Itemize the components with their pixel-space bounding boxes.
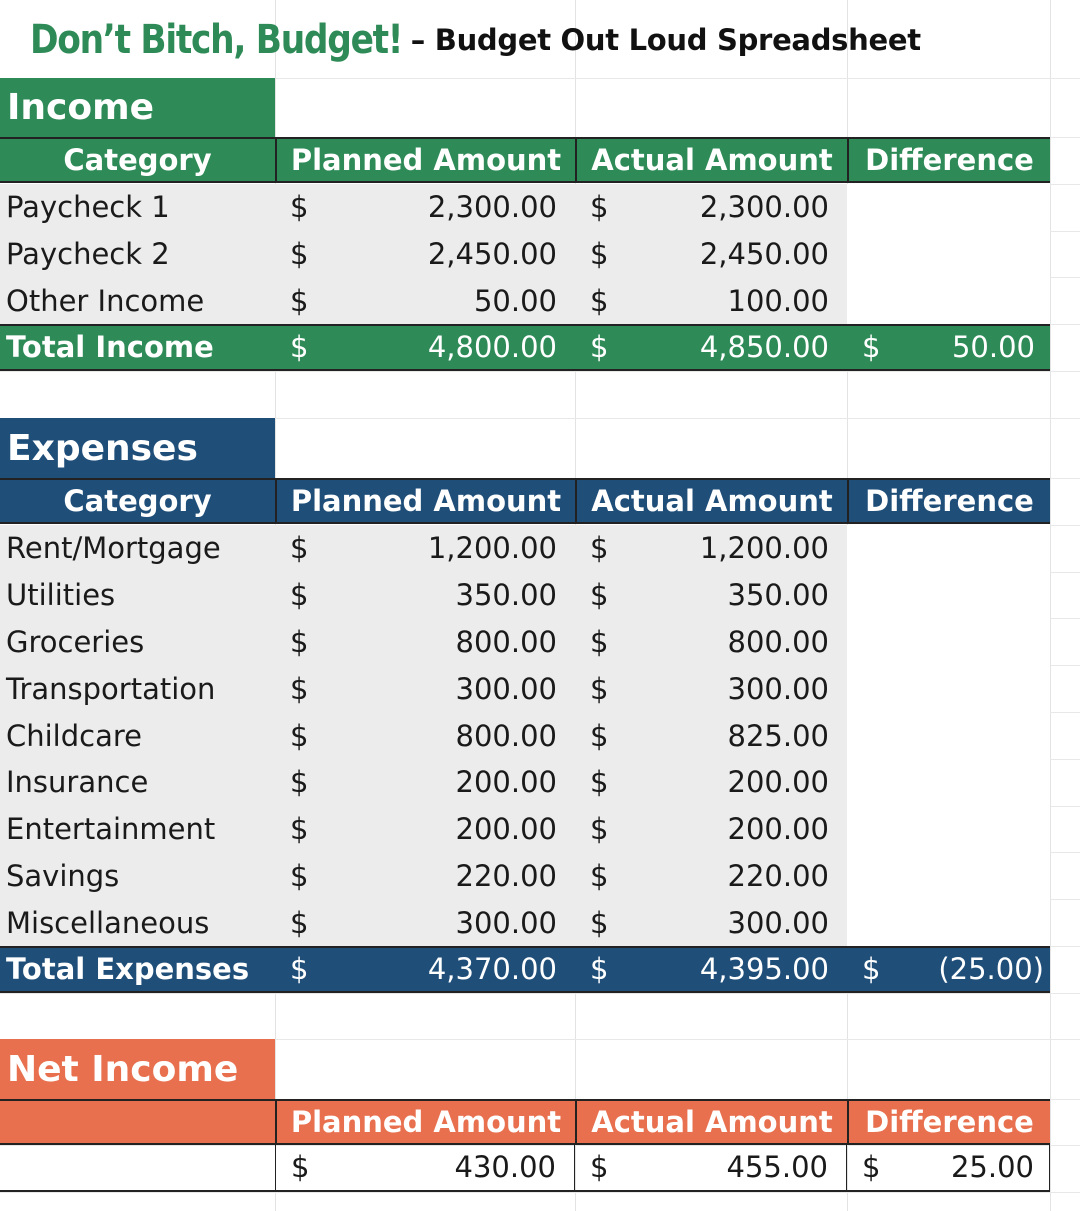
income-row[interactable]	[0, 184, 1050, 231]
actual-amount-cell[interactable]: $ 350.00	[575, 572, 847, 619]
difference-cell[interactable]	[847, 759, 1050, 806]
category-cell[interactable]: Paycheck 1	[0, 184, 275, 231]
actual-amount-cell[interactable]: $ 100.00	[575, 278, 847, 325]
column-header-difference: Difference	[847, 480, 1050, 522]
column-header-blank	[0, 1101, 275, 1143]
planned-amount-cell[interactable]: $ 220.00	[275, 853, 575, 900]
expense-row[interactable]	[0, 712, 1050, 759]
column-header-category: Category	[63, 143, 212, 177]
column-header-planned: Planned Amount	[275, 1101, 575, 1143]
column-header-actual: Actual Amount	[575, 480, 847, 522]
total-expenses-actual[interactable]: $ 4,395.00	[590, 952, 829, 987]
expense-row[interactable]	[0, 572, 1050, 619]
planned-amount-cell[interactable]: $ 200.00	[275, 759, 575, 806]
category-cell[interactable]: Utilities	[0, 572, 275, 619]
difference-cell[interactable]	[847, 806, 1050, 853]
net-income-difference[interactable]: $ 25.00	[847, 1145, 1050, 1190]
difference-cell[interactable]	[847, 231, 1050, 278]
income-row[interactable]	[0, 231, 1050, 278]
column-header-difference: Difference	[847, 1101, 1050, 1143]
expenses-header-row	[0, 478, 1050, 524]
category-cell[interactable]: Entertainment	[0, 806, 275, 853]
expenses-total-row[interactable]	[0, 946, 1050, 993]
total-expenses-label[interactable]: Total Expenses	[6, 952, 250, 987]
actual-amount-cell[interactable]: $ 800.00	[575, 619, 847, 666]
column-header-actual: Actual Amount	[575, 1101, 847, 1143]
category-cell[interactable]: Rent/Mortgage	[0, 525, 275, 572]
expense-row[interactable]	[0, 525, 1050, 572]
expenses-section-title: Expenses	[0, 418, 275, 478]
planned-amount-cell[interactable]: $ 200.00	[275, 806, 575, 853]
difference-cell[interactable]	[847, 572, 1050, 619]
expense-row[interactable]	[0, 619, 1050, 666]
sheet-subtitle: – Budget Out Loud Spreadsheet	[410, 23, 921, 57]
planned-amount-cell[interactable]: $ 2,450.00	[275, 231, 575, 278]
planned-amount-cell[interactable]: $ 800.00	[275, 712, 575, 759]
category-cell[interactable]: Insurance	[0, 759, 275, 806]
column-header-planned: Planned Amount	[275, 139, 575, 181]
expense-row[interactable]	[0, 665, 1050, 712]
expense-row[interactable]	[0, 759, 1050, 806]
total-income-actual[interactable]: $ 4,850.00	[590, 330, 829, 365]
expense-row[interactable]	[0, 853, 1050, 900]
difference-cell[interactable]	[847, 619, 1050, 666]
total-income-planned[interactable]: $ 4,800.00	[290, 330, 557, 365]
column-header-actual: Actual Amount	[575, 139, 847, 181]
total-expenses-planned[interactable]: $ 4,370.00	[290, 952, 557, 987]
sheet-title	[30, 8, 921, 72]
category-cell[interactable]: Miscellaneous	[0, 899, 275, 946]
total-expenses-difference[interactable]: $ (25.00)	[862, 952, 1044, 987]
actual-amount-cell[interactable]: $ 300.00	[575, 665, 847, 712]
difference-cell[interactable]	[847, 853, 1050, 900]
difference-cell[interactable]	[847, 184, 1050, 231]
net-income-blank-cell[interactable]	[0, 1145, 275, 1190]
income-row[interactable]	[0, 278, 1050, 325]
category-cell[interactable]: Paycheck 2	[0, 231, 275, 278]
income-section-title: Income	[0, 78, 275, 137]
planned-amount-cell[interactable]: $ 350.00	[275, 572, 575, 619]
difference-cell[interactable]	[847, 712, 1050, 759]
income-header-row	[0, 137, 1050, 183]
actual-amount-cell[interactable]: $ 200.00	[575, 806, 847, 853]
actual-amount-cell[interactable]: $ 200.00	[575, 759, 847, 806]
category-cell[interactable]: Childcare	[0, 712, 275, 759]
category-cell[interactable]: Groceries	[0, 619, 275, 666]
expense-row[interactable]	[0, 806, 1050, 853]
category-cell[interactable]: Savings	[0, 853, 275, 900]
actual-amount-cell[interactable]: $ 300.00	[575, 899, 847, 946]
actual-amount-cell[interactable]: $ 2,450.00	[575, 231, 847, 278]
planned-amount-cell[interactable]: $ 800.00	[275, 619, 575, 666]
total-income-difference[interactable]: $ 50.00	[862, 330, 1035, 365]
planned-amount-cell[interactable]: $ 50.00	[275, 278, 575, 325]
difference-cell[interactable]	[847, 278, 1050, 325]
column-header-category: Category	[63, 484, 212, 518]
planned-amount-cell[interactable]: $ 300.00	[275, 665, 575, 712]
difference-cell[interactable]	[847, 899, 1050, 946]
difference-cell[interactable]	[847, 665, 1050, 712]
planned-amount-cell[interactable]: $ 1,200.00	[275, 525, 575, 572]
actual-amount-cell[interactable]: $ 220.00	[575, 853, 847, 900]
planned-amount-cell[interactable]: $ 2,300.00	[275, 184, 575, 231]
net-income-actual[interactable]: $ 455.00	[575, 1145, 847, 1190]
actual-amount-cell[interactable]: $ 2,300.00	[575, 184, 847, 231]
planned-amount-cell[interactable]: $ 300.00	[275, 899, 575, 946]
expense-row[interactable]	[0, 899, 1050, 946]
income-total-row[interactable]	[0, 324, 1050, 371]
net-income-row[interactable]	[0, 1145, 1050, 1192]
total-income-label[interactable]: Total Income	[6, 330, 214, 365]
actual-amount-cell[interactable]: $ 825.00	[575, 712, 847, 759]
brand-title: Don’t Bitch, Budget!	[30, 17, 403, 63]
category-cell[interactable]: Other Income	[0, 278, 275, 325]
category-cell[interactable]: Transportation	[0, 665, 275, 712]
column-header-difference: Difference	[847, 139, 1050, 181]
column-header-planned: Planned Amount	[275, 480, 575, 522]
net-income-planned[interactable]: $ 430.00	[275, 1145, 575, 1190]
net-income-section-title: Net Income	[0, 1039, 275, 1099]
difference-cell[interactable]	[847, 525, 1050, 572]
actual-amount-cell[interactable]: $ 1,200.00	[575, 525, 847, 572]
net-income-header-row	[0, 1099, 1050, 1145]
